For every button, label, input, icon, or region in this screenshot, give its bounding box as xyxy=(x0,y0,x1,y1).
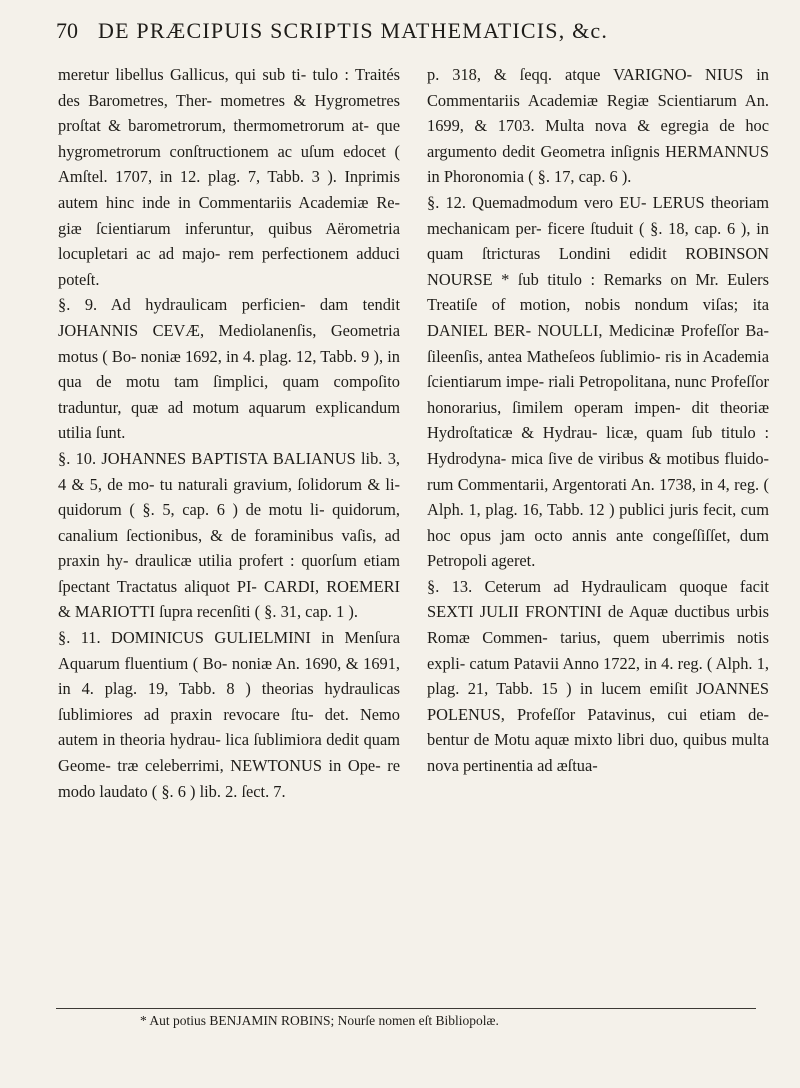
paragraph: meretur libellus Gallicus, qui sub ti- tulo : Traités des Barometres, Ther- mometres & Hygrometres proſtat & barometrorum, thermometrorum at- que hygrometrorum conſtructionem ac uſum edocet ( Amſtel. 1707, in 12. plag. 7, Tabb. 3 ). Inprimis autem hinc inde in Commentariis Academiæ Re- giæ ſcientiarum inferuntur, quibus Aërometria locupletari ac ad majo- rem perfectionem adduci poteſt. xyxy=(58,65,400,289)
left-column xyxy=(58,62,400,804)
paragraph: §. 12. Quemadmodum vero EU- LERUS theoriam mechanicam per- ficere ſtuduit ( §. 18, cap. 6 ), in quam ſtricturas Londini edidit ROBINSON NOURSE * ſub titulo : Remarks on Mr. Eulers Treatiſe of motion, nobis nondum viſas; ita DANIEL BER- NOULLI, Medicinæ Profeſſor Ba- ſileenſis, antea Matheſeos ſublimio- ris in Academia ſcientiarum impe- riali Petropolitana, nunc Profeſſor honorarius, ſimilem operam impen- dit theoriæ Hydroſtaticæ & Hydrau- licæ, quam ſub titulo : Hydrodyna- mica ſive de viribus & motibus fluido- rum Commentarii, Argentorati An. 1738, in 4, reg. ( Alph. 1, plag. 16, Tabb. 12 ) publici juris fecit, cum hoc opus jam octo annis ante congeſſiſſet, dum Petropoli ageret. xyxy=(427,192,769,571)
page-header xyxy=(56,18,756,44)
paragraph: §. 9. Ad hydraulicam perficien- dam tendit JOHANNIS CEVÆ, Mediolanenſis, Geometria motus ( Bo- noniæ 1692, in 4. plag. 12, Tabb. 9 ), in qua de motu tam ſimplici, quam compoſito traduntur, quæ ad motum aquarum explicandum utilia ſunt. xyxy=(58,295,400,443)
running-title: DE PRÆCIPUIS SCRIPTIS MATHEMATICIS, &c. xyxy=(98,18,609,43)
footnote-divider xyxy=(56,1008,756,1009)
footnote: * Aut potius BENJAMIN ROBINS; Nourſe nomen eſt Bibliopolæ. xyxy=(140,1013,499,1028)
right-column xyxy=(427,62,769,779)
paragraph: §. 11. DOMINICUS GULIELMINI in Menſura Aquarum fluentium ( Bo- noniæ An. 1690, & 1691, in 4. plag. 19, Tabb. 8 ) theorias hydraulicas ſublimiores ad praxin revocare ſtu- det. Nemo autem in theoria hydrau- lica ſublimiora dedit quam Geome- træ celeberrimi, NEWTONUS in Ope- re modo laudato ( §. 6 ) lib. 2. ſect. 7. xyxy=(58,628,400,801)
paragraph: §. 10. JOHANNES BAPTISTA BALIANUS lib. 3, 4 & 5, de mo- tu naturali gravium, ſolidorum & li- quidorum ( §. 5, cap. 6 ) de motu li- quidorum, canalium ſectionibus, & de foraminibus vaſis, ad praxin hy- draulicæ utilia profert : quorſum etiam ſpectant Tractatus aliquot PI- CARDI, ROEMERI & MARIOTTI ſupra recenſiti ( §. 31, cap. 1 ). xyxy=(58,448,400,622)
paragraph: p. 318, & ſeqq. atque VARIGNO- NIUS in Commentariis Academiæ Regiæ Scientiarum An. 1699, & 1703. Multa nova & egregia de hoc argumento dedit Geometra inſignis HERMANNUS in Phoronomia ( §. 17, cap. 6 ). xyxy=(427,65,769,187)
page-number: 70 xyxy=(56,18,78,43)
paragraph: §. 13. Ceterum ad Hydraulicam quoque facit SEXTI JULII FRONTINI de Aquæ ductibus urbis Romæ Commen- tarius, quem uberrimis notis expli- catum Patavii Anno 1722, in 4. reg. ( Alph. 1, plag. 21, Tabb. 15 ) in lucem emiſit JOANNES POLENUS, Profeſſor Patavinus, cui etiam de- bentur de Motu aquæ mixto libri duo, quibus multa nova pertinentia ad æſtua- xyxy=(427,576,769,776)
